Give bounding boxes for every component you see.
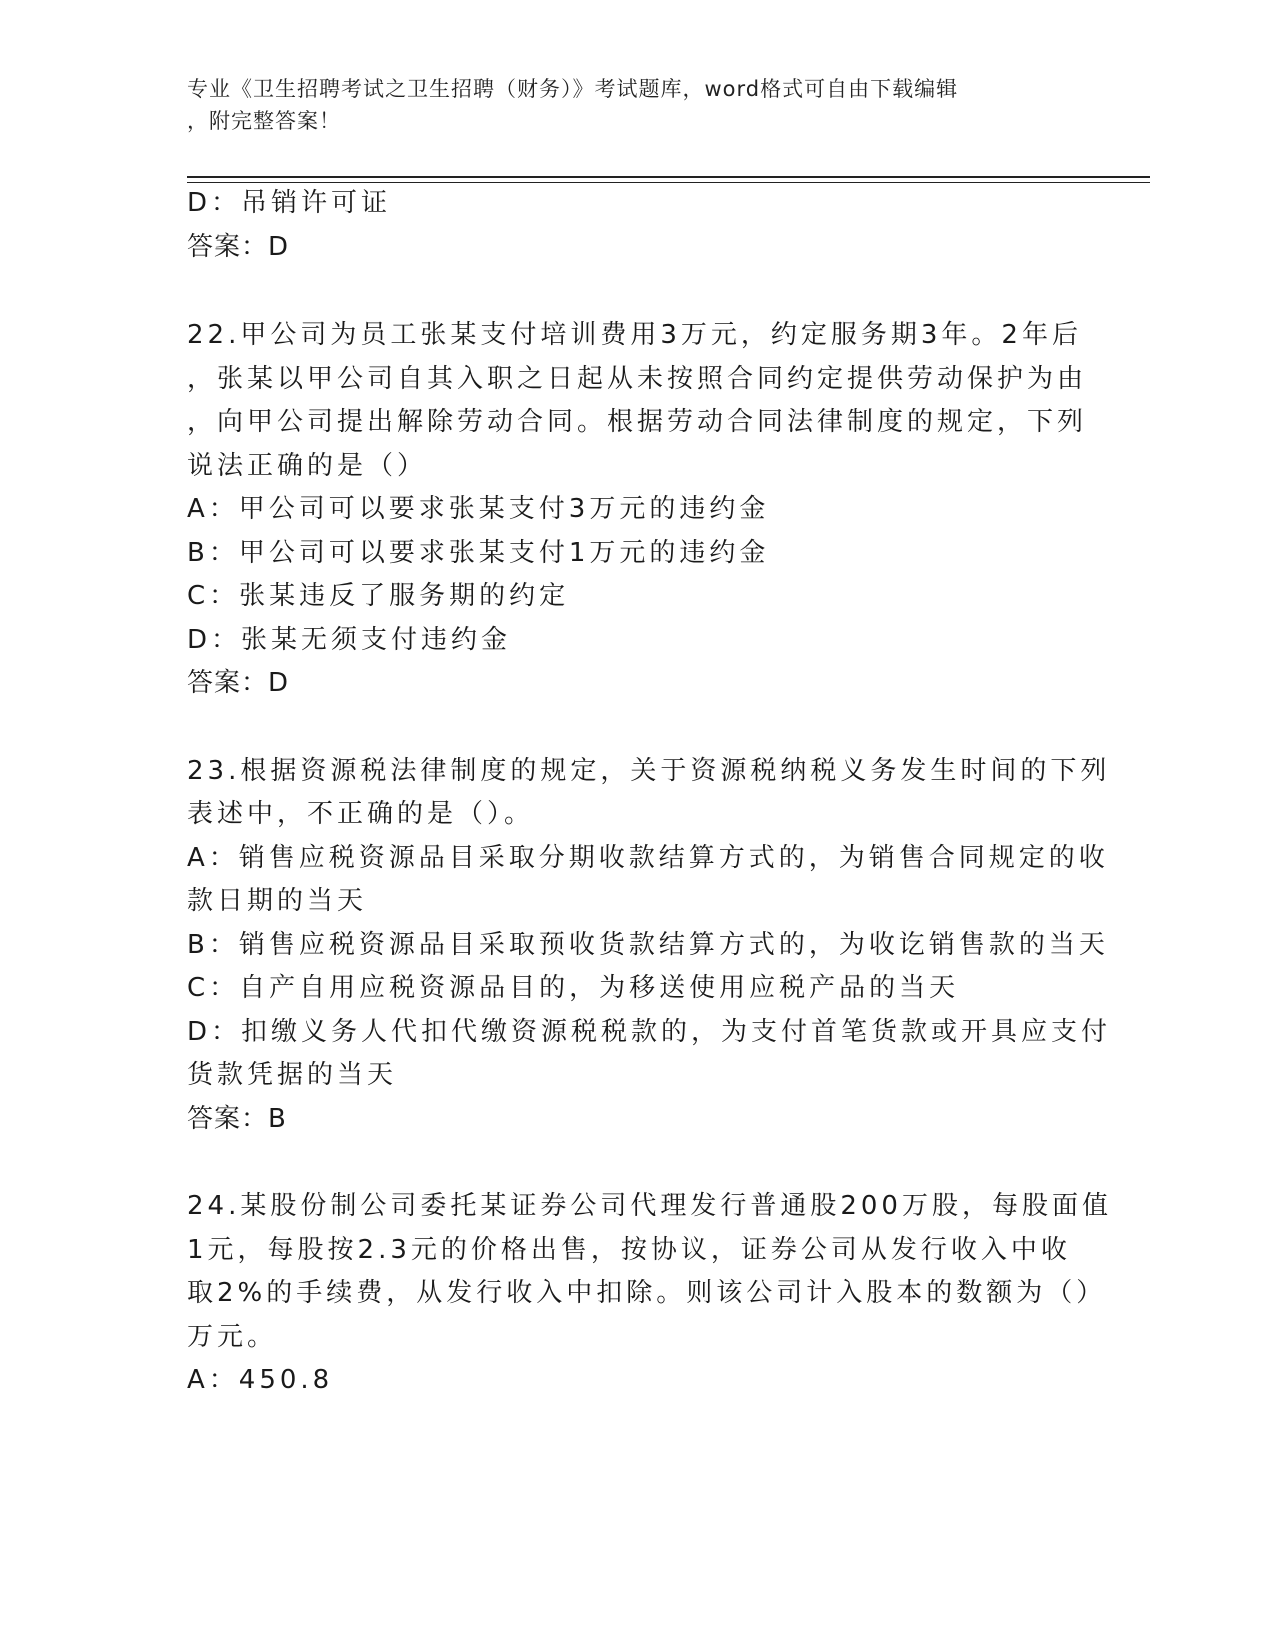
q22-option-a: A：甲公司可以要求张某支付3万元的违约金 <box>187 494 770 524</box>
q22-option-b: B：甲公司可以要求张某支付1万元的违约金 <box>187 538 770 568</box>
q24-stem-line-1: 24.某股份制公司委托某证券公司代理发行普通股200万股，每股面值 <box>187 1191 1112 1221</box>
q22-stem-line-2: ，张某以甲公司自其入职之日起从未按照合同约定提供劳动保护为由 <box>187 364 1088 394</box>
q22-option-d: D：张某无须支付违约金 <box>187 625 512 655</box>
prev-answer: 答案：D <box>187 232 290 262</box>
q23-option-d-line-2: 货款凭据的当天 <box>187 1060 398 1090</box>
q24-stem-line-3: 取2%的手续费，从发行收入中扣除。则该公司计入股本的数额为（） <box>187 1278 1107 1308</box>
q24-stem-line-2: 1元，每股按2.3元的价格出售，按协议，证券公司从发行收入中收 <box>187 1235 1071 1265</box>
q23-option-a-line-2: 款日期的当天 <box>187 886 368 916</box>
q22-stem-line-4: 说法正确的是（） <box>187 451 428 481</box>
q22-stem-line-3: ，向甲公司提出解除劳动合同。根据劳动合同法律制度的规定，下列 <box>187 407 1088 437</box>
header-line-1: 专业《卫生招聘考试之卫生招聘（财务）》考试题库，word格式可自由下载编辑 <box>187 77 959 101</box>
q23-stem-line-2: 表述中，不正确的是（）。 <box>187 799 535 829</box>
prev-option-d: D：吊销许可证 <box>187 188 392 218</box>
q23-option-b: B：销售应税资源品目采取预收货款结算方式的，为收讫销售款的当天 <box>187 930 1109 960</box>
q23-option-c: C：自产自用应税资源品目的，为移送使用应税产品的当天 <box>187 973 960 1003</box>
header-divider-thin <box>187 182 1150 183</box>
q24-option-a: A：450.8 <box>187 1365 334 1395</box>
q23-option-a-line-1: A：销售应税资源品目采取分期收款结算方式的，为销售合同规定的收 <box>187 843 1109 873</box>
q23-option-d-line-1: D：扣缴义务人代扣代缴资源税税款的，为支付首笔货款或开具应支付 <box>187 1017 1112 1047</box>
q23-answer: 答案：B <box>187 1104 287 1134</box>
header-divider <box>187 176 1150 178</box>
q22-stem-line-1: 22.甲公司为员工张某支付培训费用3万元，约定服务期3年。2年后 <box>187 320 1082 350</box>
page-header <box>187 73 1067 137</box>
q24-stem-line-4: 万元。 <box>187 1322 278 1352</box>
q22-option-c: C：张某违反了服务期的约定 <box>187 581 570 611</box>
q22-answer: 答案：D <box>187 668 290 698</box>
q23-stem-line-1: 23.根据资源税法律制度的规定，关于资源税纳税义务发生时间的下列 <box>187 756 1111 786</box>
header-line-2: ，附完整答案！ <box>187 109 341 133</box>
